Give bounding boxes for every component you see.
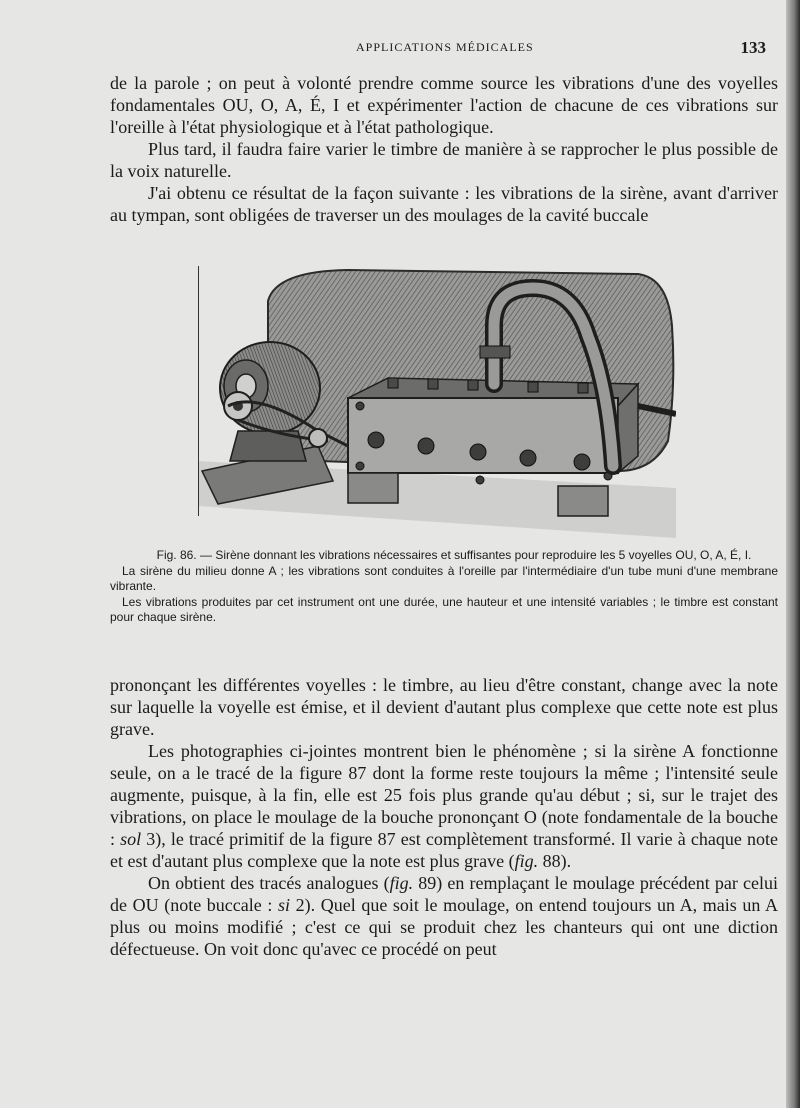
paragraph: de la parole ; on peut à volonté prendre comme source les vibrations d'une des voyelles fondamentales OU, O, A, É, I et expérimenter l'action de chacune de ces vibrations sur l'oreille à l'état physiologique et à l'état pathologique. xyxy=(110,73,778,137)
text-run: 2). Quel que soit le moulage, on entend toujours un A, mais un A plus ou moins modifié ; c'est ce qui se produit chez les chanteurs qui ont une diction défectueuse. On voit donc qu'avec ce procédé on peut xyxy=(110,895,778,959)
paragraph xyxy=(110,740,778,872)
paragraph: Plus tard, il faudra faire varier le timbre de manière à se rapprocher le plus possible de la voix naturelle. xyxy=(110,139,778,181)
paragraph xyxy=(110,872,778,960)
paragraph: prononçant les différentes voyelles : le timbre, au lieu d'être constant, change avec la note sur laquelle la voyelle est émise, et il devient d'autant plus complexe que cette note est plus grave. xyxy=(110,675,778,739)
page-edge xyxy=(786,0,800,1108)
siren-engraving xyxy=(198,266,676,538)
body-text-bottom xyxy=(110,674,778,960)
text-run: 3), le tracé primitif de la figure 87 est complètement transformé. Il varie à chaque note et est d'autant plus complexe que la note est plus grave ( xyxy=(110,829,778,871)
fig-reference: fig. xyxy=(389,873,414,893)
text-run: 88). xyxy=(538,851,572,871)
page-number: 133 xyxy=(740,38,766,57)
musical-note: si xyxy=(277,895,290,915)
running-header xyxy=(110,40,770,60)
caption-note: Les vibrations produites par cet instrument ont une durée, une hauteur et une intensité variables ; le timbre est constant pour chaque sirène. xyxy=(110,594,778,624)
body-text-top xyxy=(110,72,778,226)
figure-title: — Sirène donnant les vibrations nécessaires et suffisantes pour reproduire les 5 voyelles OU, O, A, É, I. xyxy=(199,548,752,562)
text-run: 89) en remplaçant le moulage précédent par celui de OU (note buccale : xyxy=(110,873,779,915)
figure-label: Fig. 86. xyxy=(156,548,197,562)
musical-note: sol xyxy=(120,829,142,849)
fig-reference: fig. xyxy=(514,851,539,871)
caption-note: La sirène du milieu donne A ; les vibrations sont conduites à l'oreille par l'intermédiaire d'un tube muni d'une membrane vibrante. xyxy=(110,563,778,593)
paragraph: J'ai obtenu ce résultat de la façon suivante : les vibrations de la sirène, avant d'arriver au tympan, sont obligées de traverser un des moulages de la cavité buccale xyxy=(110,183,778,225)
text-run: Les photographies ci-jointes montrent bien le phénomène ; si la sirène A fonctionne seule, on a le tracé de la figure 87 dont la forme reste toujours la même ; l'intensité seule augmente, puisque, à la fin, elle est 25 fois plus grande qu'au début ; si, sur le trajet des vibrations, on place le moulage de la bouche prononçant O (note fondamentale de la bouche : xyxy=(110,741,778,849)
text-run: On obtient des tracés analogues ( xyxy=(148,873,390,893)
figure-caption xyxy=(110,548,778,626)
caption-title xyxy=(110,548,778,564)
running-title: APPLICATIONS MÉDICALES xyxy=(356,40,534,54)
